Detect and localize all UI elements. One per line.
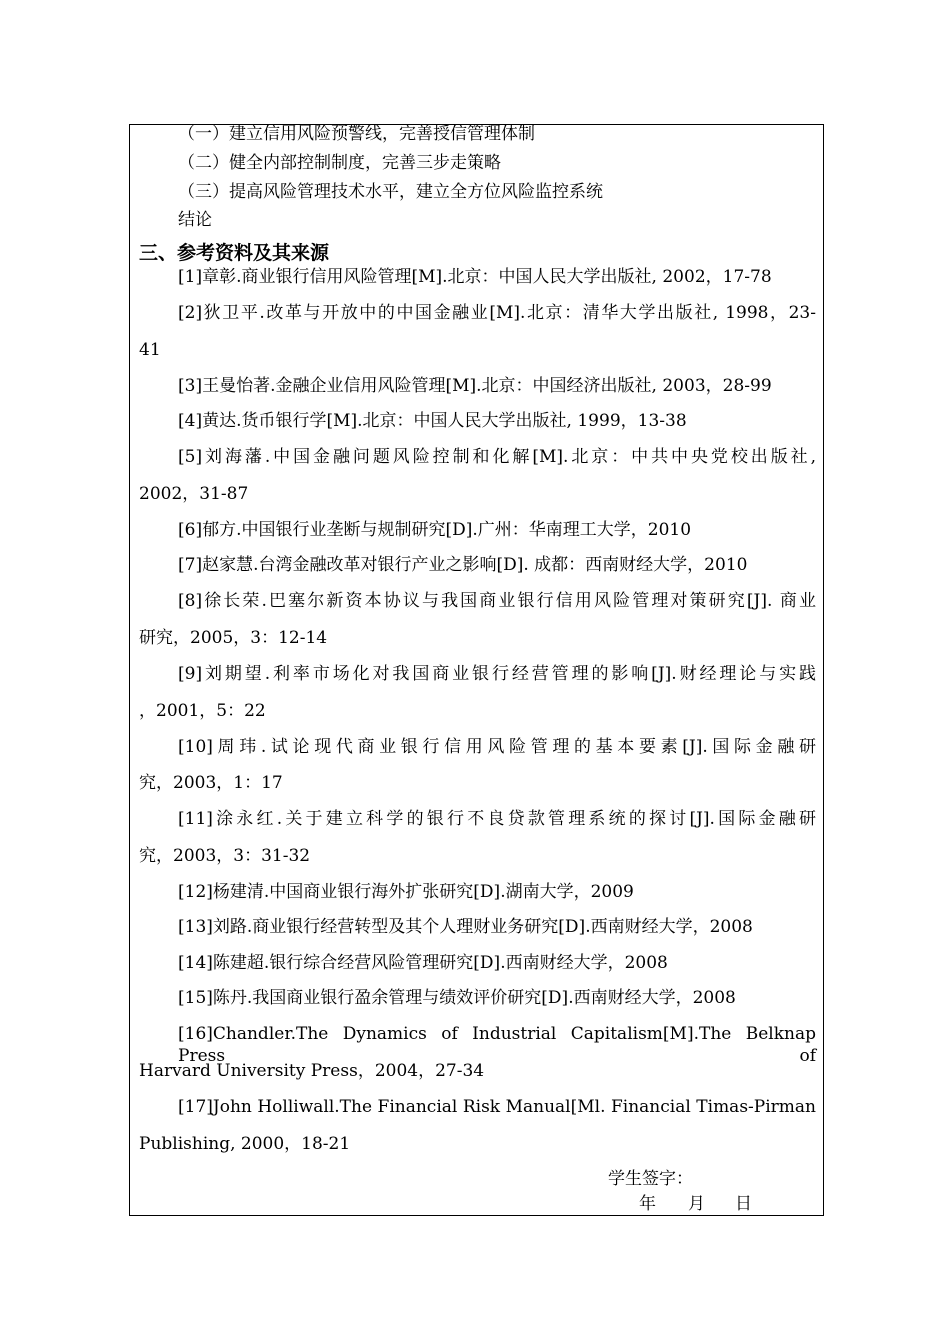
section-title: 三、参考资料及其来源 (139, 242, 330, 264)
reference-item: [2]狄卫平.改革与开放中的中国金融业[M].北京：清华大学出版社, 1998，23- (178, 303, 816, 323)
reference-item: [15]陈丹.我国商业银行盈余管理与绩效评价研究[D].西南财经大学，2008 (178, 988, 736, 1008)
reference-item: [5]刘海藩.中国金融问题风险控制和化解[M].北京：中共中央党校出版社, (178, 447, 816, 467)
outline-item: （二）健全内部控制制度，完善三步走策略 (178, 153, 501, 173)
reference-item: [3]王曼怡著.金融企业信用风险管理[M].北京：中国经济出版社, 2003，28-99 (178, 376, 772, 396)
reference-item: [10]周玮.试论现代商业银行信用风险管理的基本要素[J].国际金融研 (178, 737, 816, 757)
date-year-label: 年 (639, 1194, 656, 1214)
reference-item: [9]刘期望.利率市场化对我国商业银行经营管理的影响[J].财经理论与实践 (178, 664, 816, 684)
reference-continuation: 究，2003，3：31-32 (139, 846, 311, 866)
outline-item: （一）建立信用风险预警线，完善授信管理体制 (178, 124, 535, 144)
outline-item-conclusion: 结论 (178, 210, 212, 230)
date-day-label: 日 (735, 1194, 752, 1214)
reference-continuation: Harvard University Press，2004，27-34 (139, 1061, 485, 1081)
reference-continuation: ，2001，5：22 (139, 701, 266, 721)
reference-continuation: 41 (139, 340, 161, 360)
reference-continuation: 究，2003，1：17 (139, 773, 283, 793)
reference-continuation: 研究，2005，3：12-14 (139, 628, 328, 648)
reference-item: [1]章彰.商业银行信用风险管理[M].北京：中国人民大学出版社, 2002，17-78 (178, 267, 772, 287)
reference-item: [12]杨建清.中国商业银行海外扩张研究[D].湖南大学，2009 (178, 882, 634, 902)
reference-continuation: Publishing, 2000，18-21 (139, 1134, 351, 1154)
reference-item: [17]John Holliwall.The Financial Risk Manual[Ml. Financial Timas-Pirman (178, 1097, 816, 1117)
outline-item: （三）提高风险管理技术水平，建立全方位风险监控系统 (178, 182, 603, 202)
reference-item: [13]刘路.商业银行经营转型及其个人理财业务研究[D].西南财经大学，2008 (178, 917, 753, 937)
reference-item: [8]徐长荣.巴塞尔新资本协议与我国商业银行信用风险管理对策研究[J]. 商业 (178, 591, 816, 611)
reference-continuation: 2002，31-87 (139, 484, 249, 504)
date-month-label: 月 (688, 1194, 705, 1214)
reference-item: [4]黄达.货币银行学[M].北京：中国人民大学出版社, 1999，13-38 (178, 411, 687, 431)
reference-item: [7]赵家慧.台湾金融改革对银行产业之影响[D]. 成都：西南财经大学，2010 (178, 555, 748, 575)
reference-item: [6]郁方.中国银行业垄断与规制研究[D].广州：华南理工大学，2010 (178, 520, 692, 540)
reference-item: [14]陈建超.银行综合经营风险管理研究[D].西南财经大学，2008 (178, 953, 668, 973)
reference-item: [16]Chandler.The Dynamics of Industrial Capitalism[M].The Belknap Press of (178, 1024, 816, 1066)
student-signature-label: 学生签字： (608, 1169, 693, 1189)
signature-date-line (639, 1193, 752, 1215)
reference-item: [11]涂永红.关于建立科学的银行不良贷款管理系统的探讨[J].国际金融研 (178, 809, 816, 829)
